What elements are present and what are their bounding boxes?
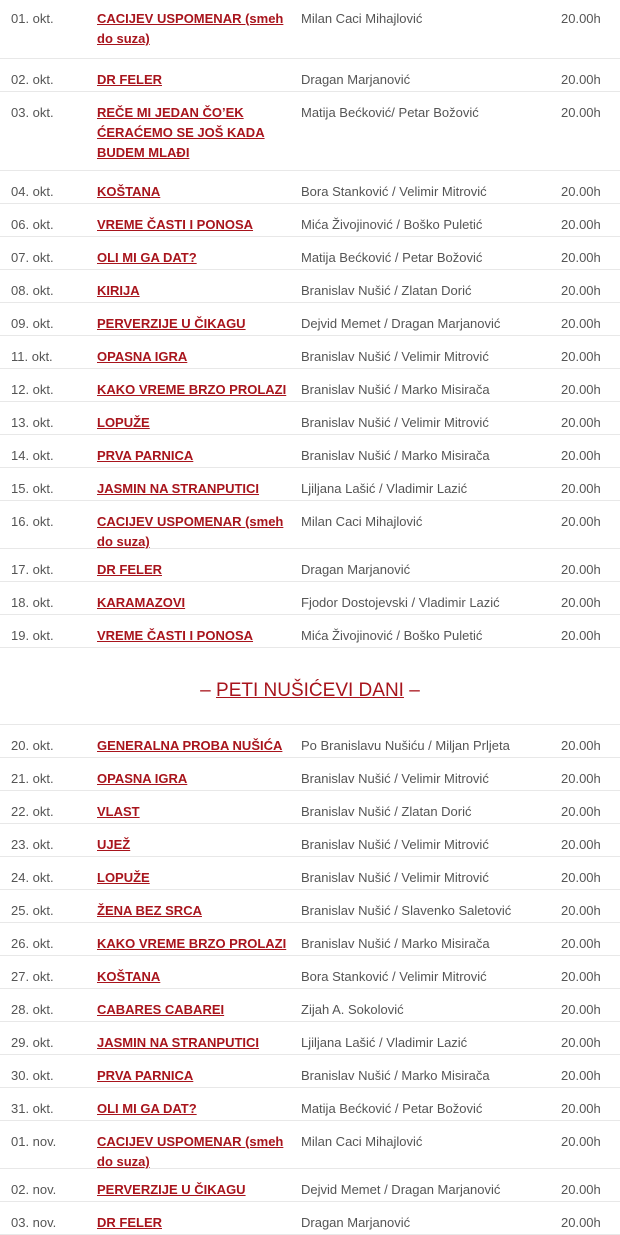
- table-row: [0, 270, 620, 303]
- date-cell: 29. okt.: [11, 1035, 54, 1050]
- show-title-link[interactable]: KIRIJA: [97, 283, 140, 298]
- table-row: [0, 0, 620, 59]
- table-row: [0, 758, 620, 791]
- table-row: [0, 582, 620, 615]
- time-cell: 20.00h: [561, 936, 601, 951]
- show-title-link[interactable]: KOŠTANA: [97, 184, 161, 199]
- festival-title-link[interactable]: PETI NUŠIĆEVI DANI: [216, 680, 404, 701]
- author-cell: Matija Bećković/ Petar Božović: [301, 105, 479, 120]
- show-title-link[interactable]: LOPUŽE: [97, 870, 150, 885]
- show-title-link[interactable]: LOPUŽE: [97, 415, 150, 430]
- table-row: [0, 171, 620, 204]
- table-row: [0, 435, 620, 468]
- date-cell: 07. okt.: [11, 250, 54, 265]
- time-cell: 20.00h: [561, 1134, 601, 1149]
- table-row: [0, 303, 620, 336]
- time-cell: 20.00h: [561, 1182, 601, 1197]
- date-cell: 09. okt.: [11, 316, 54, 331]
- author-cell: Bora Stanković / Velimir Mitrović: [301, 969, 487, 984]
- time-cell: 20.00h: [561, 382, 601, 397]
- show-title-link[interactable]: PERVERZIJE U ČIKAGU: [97, 316, 246, 331]
- table-row: [0, 336, 620, 369]
- show-title-link[interactable]: GENERALNA PROBA NUŠIĆA: [97, 738, 283, 753]
- show-title-link[interactable]: PRVA PARNICA: [97, 1068, 194, 1083]
- show-title-link[interactable]: DR FELER: [97, 72, 162, 87]
- time-cell: 20.00h: [561, 514, 601, 529]
- author-cell: Dejvid Memet / Dragan Marjanović: [301, 316, 501, 331]
- date-cell: 25. okt.: [11, 903, 54, 918]
- author-cell: Branislav Nušić / Velimir Mitrović: [301, 837, 489, 852]
- table-row: [0, 92, 620, 171]
- time-cell: 20.00h: [561, 415, 601, 430]
- author-cell: Branislav Nušić / Velimir Mitrović: [301, 771, 489, 786]
- date-cell: 02. okt.: [11, 72, 54, 87]
- date-cell: 24. okt.: [11, 870, 54, 885]
- author-cell: Branislav Nušić / Zlatan Dorić: [301, 804, 472, 819]
- date-cell: 11. okt.: [11, 349, 53, 364]
- table-row: [0, 890, 620, 923]
- table-row: [0, 501, 620, 549]
- show-title-link[interactable]: UJEŽ: [97, 837, 131, 852]
- table-row: [0, 1121, 620, 1169]
- date-cell: 04. okt.: [11, 184, 54, 199]
- time-cell: 20.00h: [561, 1035, 601, 1050]
- date-cell: 31. okt.: [11, 1101, 54, 1116]
- time-cell: 20.00h: [561, 1002, 601, 1017]
- date-cell: 01. nov.: [11, 1134, 57, 1149]
- show-title-link[interactable]: OLI MI GA DAT?: [97, 1101, 197, 1116]
- author-cell: Zijah A. Sokolović: [301, 1002, 404, 1017]
- show-title-link[interactable]: CACIJEV USPOMENAR (smeh do suza): [97, 1134, 284, 1169]
- show-title-link[interactable]: CABARES CABAREI: [97, 1002, 225, 1017]
- date-cell: 01. okt.: [11, 11, 54, 26]
- table-row: [0, 1202, 620, 1235]
- festival-heading: [0, 648, 620, 725]
- author-cell: Branislav Nušić / Slavenko Saletović: [301, 903, 512, 918]
- time-cell: 20.00h: [561, 738, 601, 753]
- time-cell: 20.00h: [561, 628, 601, 643]
- table-row: [0, 549, 620, 582]
- author-cell: Fjodor Dostojevski / Vladimir Lazić: [301, 595, 500, 610]
- table-row: [0, 59, 620, 92]
- show-title-link[interactable]: ŽENA BEZ SRCA: [97, 903, 202, 918]
- festival-dash-left: –: [200, 680, 211, 701]
- author-cell: Branislav Nušić / Velimir Mitrović: [301, 349, 489, 364]
- time-cell: 20.00h: [561, 1215, 601, 1230]
- show-title-link[interactable]: KAKO VREME BRZO PROLAZI: [97, 936, 287, 951]
- show-title-link[interactable]: REČE MI JEDAN ČO’EK ĆERAĆEMO SE JOŠ KADA BUDEM MLAĐI: [97, 105, 265, 160]
- table-row: [0, 369, 620, 402]
- time-cell: 20.00h: [561, 349, 601, 364]
- author-cell: Dragan Marjanović: [301, 72, 411, 87]
- author-cell: Branislav Nušić / Marko Misirača: [301, 1068, 490, 1083]
- festival-dash-right: –: [409, 680, 420, 701]
- time-cell: 20.00h: [561, 316, 601, 331]
- table-row: [0, 923, 620, 956]
- author-cell: Ljiljana Lašić / Vladimir Lazić: [301, 1035, 468, 1050]
- date-cell: 02. nov.: [11, 1182, 57, 1197]
- date-cell: 18. okt.: [11, 595, 54, 610]
- author-cell: Branislav Nušić / Marko Misirača: [301, 382, 490, 397]
- author-cell: Dragan Marjanović: [301, 1215, 411, 1230]
- show-title-link[interactable]: PRVA PARNICA: [97, 448, 194, 463]
- table-row: [0, 237, 620, 270]
- time-cell: 20.00h: [561, 217, 601, 232]
- table-row: [0, 857, 620, 890]
- date-cell: 12. okt.: [11, 382, 54, 397]
- table-row: [0, 1055, 620, 1088]
- author-cell: Branislav Nušić / Marko Misirača: [301, 936, 490, 951]
- table-row: [0, 615, 620, 648]
- time-cell: 20.00h: [561, 283, 601, 298]
- time-cell: 20.00h: [561, 1101, 601, 1116]
- author-cell: Dragan Marjanović: [301, 562, 411, 577]
- time-cell: 20.00h: [561, 481, 601, 496]
- author-cell: Mića Živojinović / Boško Puletić: [301, 217, 483, 232]
- table-row: [0, 1169, 620, 1202]
- show-title-link[interactable]: VLAST: [97, 804, 140, 819]
- date-cell: 30. okt.: [11, 1068, 54, 1083]
- date-cell: 21. okt.: [11, 771, 54, 786]
- author-cell: Ljiljana Lašić / Vladimir Lazić: [301, 481, 468, 496]
- date-cell: 28. okt.: [11, 1002, 54, 1017]
- show-title-link[interactable]: KOŠTANA: [97, 969, 161, 984]
- show-title-link[interactable]: KAKO VREME BRZO PROLAZI: [97, 382, 287, 397]
- show-title-link[interactable]: CACIJEV USPOMENAR (smeh do suza): [97, 514, 284, 549]
- show-title-link[interactable]: DR FELER: [97, 1215, 162, 1230]
- date-cell: 13. okt.: [11, 415, 54, 430]
- time-cell: 20.00h: [561, 105, 601, 120]
- date-cell: 03. okt.: [11, 105, 54, 120]
- show-title-link[interactable]: DR FELER: [97, 562, 162, 577]
- show-title-link[interactable]: KARAMAZOVI: [97, 595, 186, 610]
- table-row: [0, 725, 620, 758]
- time-cell: 20.00h: [561, 903, 601, 918]
- date-cell: 14. okt.: [11, 448, 54, 463]
- show-title-link[interactable]: VREME ČASTI I PONOSA: [97, 628, 254, 643]
- time-cell: 20.00h: [561, 771, 601, 786]
- author-cell: Dejvid Memet / Dragan Marjanović: [301, 1182, 501, 1197]
- show-title-link[interactable]: OPASNA IGRA: [97, 771, 188, 786]
- date-cell: 26. okt.: [11, 936, 54, 951]
- show-title-link[interactable]: JASMIN NA STRANPUTICI: [97, 1035, 260, 1050]
- date-cell: 08. okt.: [11, 283, 54, 298]
- table-row: [0, 989, 620, 1022]
- show-title-link[interactable]: PERVERZIJE U ČIKAGU: [97, 1182, 246, 1197]
- table-row: [0, 956, 620, 989]
- date-cell: 20. okt.: [11, 738, 54, 753]
- author-cell: Matija Bećković / Petar Božović: [301, 1101, 483, 1116]
- time-cell: 20.00h: [561, 448, 601, 463]
- table-row: [0, 791, 620, 824]
- author-cell: Matija Bećković / Petar Božović: [301, 250, 483, 265]
- author-cell: Milan Caci Mihajlović: [301, 514, 423, 529]
- date-cell: 27. okt.: [11, 969, 54, 984]
- time-cell: 20.00h: [561, 562, 601, 577]
- date-cell: 17. okt.: [11, 562, 54, 577]
- time-cell: 20.00h: [561, 184, 601, 199]
- time-cell: 20.00h: [561, 804, 601, 819]
- show-title-link[interactable]: OPASNA IGRA: [97, 349, 188, 364]
- table-row: [0, 204, 620, 237]
- date-cell: 23. okt.: [11, 837, 54, 852]
- author-cell: Branislav Nušić / Velimir Mitrović: [301, 415, 489, 430]
- time-cell: 20.00h: [561, 870, 601, 885]
- time-cell: 20.00h: [561, 11, 601, 26]
- time-cell: 20.00h: [561, 595, 601, 610]
- table-row: [0, 1088, 620, 1121]
- author-cell: Mića Živojinović / Boško Puletić: [301, 628, 483, 643]
- table-row: [0, 402, 620, 435]
- table-row: [0, 468, 620, 501]
- author-cell: Branislav Nušić / Zlatan Dorić: [301, 283, 472, 298]
- author-cell: Branislav Nušić / Velimir Mitrović: [301, 870, 489, 885]
- author-cell: Milan Caci Mihajlović: [301, 1134, 423, 1149]
- author-cell: Po Branislavu Nušiću / Miljan Prljeta: [301, 738, 510, 753]
- table-row: [0, 1022, 620, 1055]
- time-cell: 20.00h: [561, 1068, 601, 1083]
- time-cell: 20.00h: [561, 72, 601, 87]
- show-title-link[interactable]: CACIJEV USPOMENAR (smeh do suza): [97, 11, 284, 46]
- time-cell: 20.00h: [561, 837, 601, 852]
- author-cell: Milan Caci Mihajlović: [301, 11, 423, 26]
- author-cell: Branislav Nušić / Marko Misirača: [301, 448, 490, 463]
- show-title-link[interactable]: VREME ČASTI I PONOSA: [97, 217, 254, 232]
- time-cell: 20.00h: [561, 969, 601, 984]
- table-row: [0, 824, 620, 857]
- date-cell: 06. okt.: [11, 217, 54, 232]
- show-title-link[interactable]: OLI MI GA DAT?: [97, 250, 197, 265]
- show-title-link[interactable]: JASMIN NA STRANPUTICI: [97, 481, 260, 496]
- date-cell: 03. nov.: [11, 1215, 57, 1230]
- date-cell: 19. okt.: [11, 628, 54, 643]
- author-cell: Bora Stanković / Velimir Mitrović: [301, 184, 487, 199]
- date-cell: 16. okt.: [11, 514, 54, 529]
- time-cell: 20.00h: [561, 250, 601, 265]
- date-cell: 22. okt.: [11, 804, 54, 819]
- date-cell: 15. okt.: [11, 481, 54, 496]
